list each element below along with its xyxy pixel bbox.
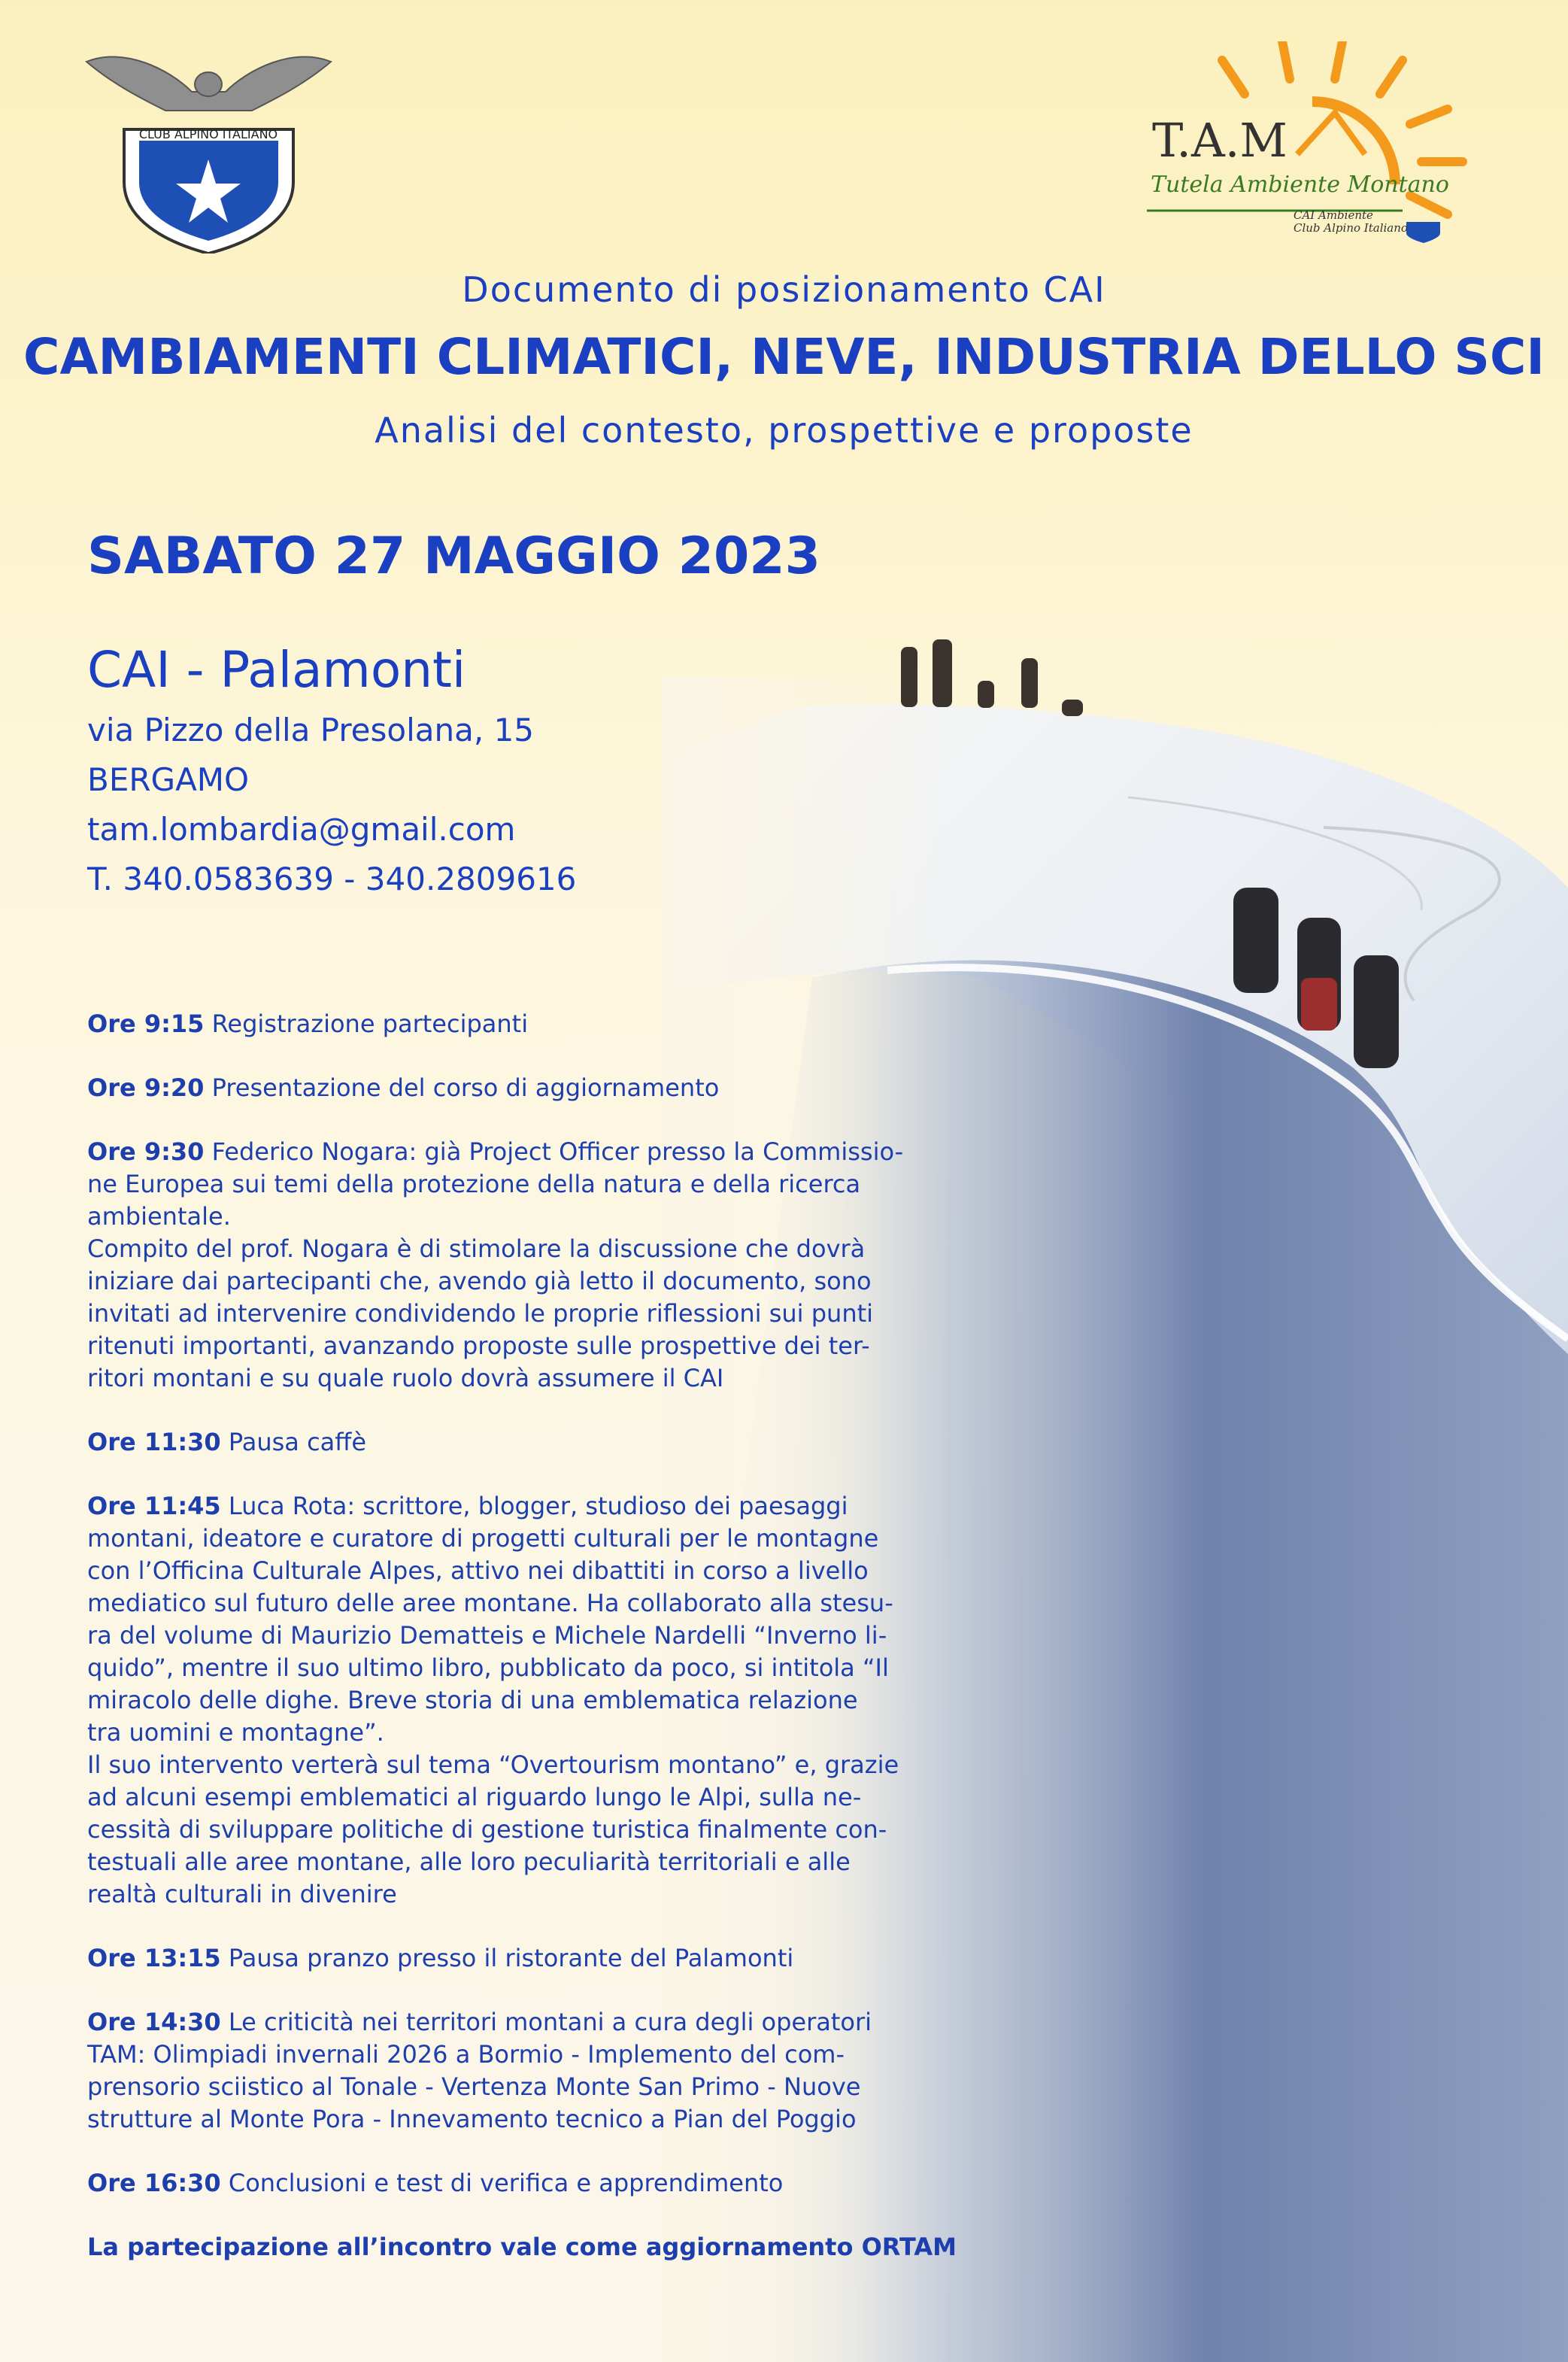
programme-item xyxy=(87,1136,967,1395)
programme-text: mediatico sul futuro delle aree montane. Ha collaborato alla stesu- xyxy=(87,1589,893,1617)
programme-text: Le criticità nei territori montani a cura degli operatori xyxy=(220,2008,872,2036)
programme-text: testuali alle aree montane, alle loro peculiarità territoriali e alle xyxy=(87,1847,851,1876)
programme-text: Federico Nogara: già Project Officer presso la Commissio- xyxy=(204,1137,904,1166)
venue-address: via Pizzo della Presolana, 15 xyxy=(87,712,535,748)
programme-item xyxy=(87,1942,967,1975)
programme-text: tra uomini e montagne”. xyxy=(87,1718,384,1747)
logo-text: CLUB ALPINO ITALIANO xyxy=(138,127,278,141)
programme-item xyxy=(87,1426,967,1459)
document-kicker: Documento di posizionamento CAI xyxy=(462,269,1106,310)
document-subtitle: Analisi del contesto, prospettive e proposte xyxy=(375,410,1193,451)
programme-text: con l’Officina Culturale Alpes, attivo nei dibattiti in corso a livello xyxy=(87,1556,869,1585)
programme-item xyxy=(87,2006,967,2136)
venue-city: BERGAMO xyxy=(87,761,250,798)
programme-item xyxy=(87,1008,967,1040)
programme-text: quido”, mentre il suo ultimo libro, pubblicato da poco, si intitola “Il xyxy=(87,1653,889,1682)
programme-text: Luca Rota: scrittore, blogger, studioso dei paesaggi xyxy=(220,1492,848,1520)
event-date: SABATO 27 MAGGIO 2023 xyxy=(87,527,820,586)
tam-logo-title: T.A.M xyxy=(1152,113,1287,168)
programme-item xyxy=(87,2167,967,2200)
programme-text: ritori montani e su quale ruolo dovrà assumere il CAI xyxy=(87,1364,724,1392)
programme-time: Ore 9:15 xyxy=(87,1009,205,1038)
programme-text: Il suo intervento verterà sul tema “Overtourism montano” e, grazie xyxy=(87,1750,899,1779)
programme-text: invitati ad intervenire condividendo le proprie riflessioni sui punti xyxy=(87,1299,874,1328)
cai-eagle-shield-logo xyxy=(79,39,338,254)
programme-text: Registrazione partecipanti xyxy=(204,1009,529,1038)
programme-time: Ore 9:30 xyxy=(87,1137,205,1166)
programme-text: cessità di sviluppare politiche di gestione turistica finalmente con- xyxy=(87,1815,887,1844)
programme-item xyxy=(87,1072,967,1104)
contact-email: tam.lombardia@gmail.com xyxy=(87,811,516,848)
programme-text: Compito del prof. Nogara è di stimolare la discussione che dovrà xyxy=(87,1234,866,1263)
programme xyxy=(87,1008,967,2295)
programme-text: Presentazione del corso di aggiornamento xyxy=(204,1073,720,1102)
programme-text: TAM: Olimpiadi invernali 2026 a Bormio - Implemento del com- xyxy=(87,2040,845,2069)
tam-caption-line-2: Club Alpino Italiano xyxy=(1294,221,1408,235)
tam-logo-subtitle: Tutela Ambiente Montano xyxy=(1151,172,1449,198)
tam-caption-line-1: CAI Ambiente xyxy=(1294,208,1373,222)
document-title: CAMBIAMENTI CLIMATICI, NEVE, INDUSTRIA DELLO SCI xyxy=(23,328,1545,386)
programme-time: Ore 11:45 xyxy=(87,1492,221,1520)
programme-text: Pausa pranzo presso il ristorante del Palamonti xyxy=(220,1944,794,1972)
programme-text: prensorio sciistico al Tonale - Vertenza Monte San Primo - Nuove xyxy=(87,2072,861,2101)
venue-name: CAI - Palamonti xyxy=(87,641,466,699)
tam-logo-caption xyxy=(1294,209,1408,235)
programme-text: strutture al Monte Pora - Innevamento tecnico a Pian del Poggio xyxy=(87,2105,857,2133)
ortam-note: La partecipazione all’incontro vale come aggiornamento ORTAM xyxy=(87,2233,957,2261)
programme-text: ad alcuni esempi emblematici al riguardo lungo le Alpi, sulla ne- xyxy=(87,1783,862,1811)
programme-text: realtà culturali in divenire xyxy=(87,1880,397,1908)
programme-time: Ore 11:30 xyxy=(87,1428,221,1456)
programme-time: Ore 13:15 xyxy=(87,1944,221,1972)
contact-phone: T. 340.0583639 - 340.2809616 xyxy=(87,861,577,897)
programme-time: Ore 16:30 xyxy=(87,2169,221,2197)
programme-text: ritenuti importanti, avanzando proposte sulle prospettive dei ter- xyxy=(87,1331,870,1360)
programme-text: iniziare dai partecipanti che, avendo già letto il documento, sono xyxy=(87,1267,872,1295)
programme-text: Pausa caffè xyxy=(220,1428,366,1456)
programme-text: ambientale. xyxy=(87,1202,231,1231)
programme-item xyxy=(87,1490,967,1911)
programme-time: Ore 9:20 xyxy=(87,1073,205,1102)
programme-text: ne Europea sui temi della protezione della natura e della ricerca xyxy=(87,1170,861,1198)
programme-time: Ore 14:30 xyxy=(87,2008,221,2036)
programme-text: Conclusioni e test di verifica e apprendimento xyxy=(220,2169,784,2197)
programme-text: montani, ideatore e curatore di progetti culturali per le montagne xyxy=(87,1524,879,1553)
programme-text: miracolo delle dighe. Breve storia di una emblematica relazione xyxy=(87,1686,858,1714)
programme-text: ra del volume di Maurizio Dematteis e Michele Nardelli “Inverno li- xyxy=(87,1621,887,1650)
